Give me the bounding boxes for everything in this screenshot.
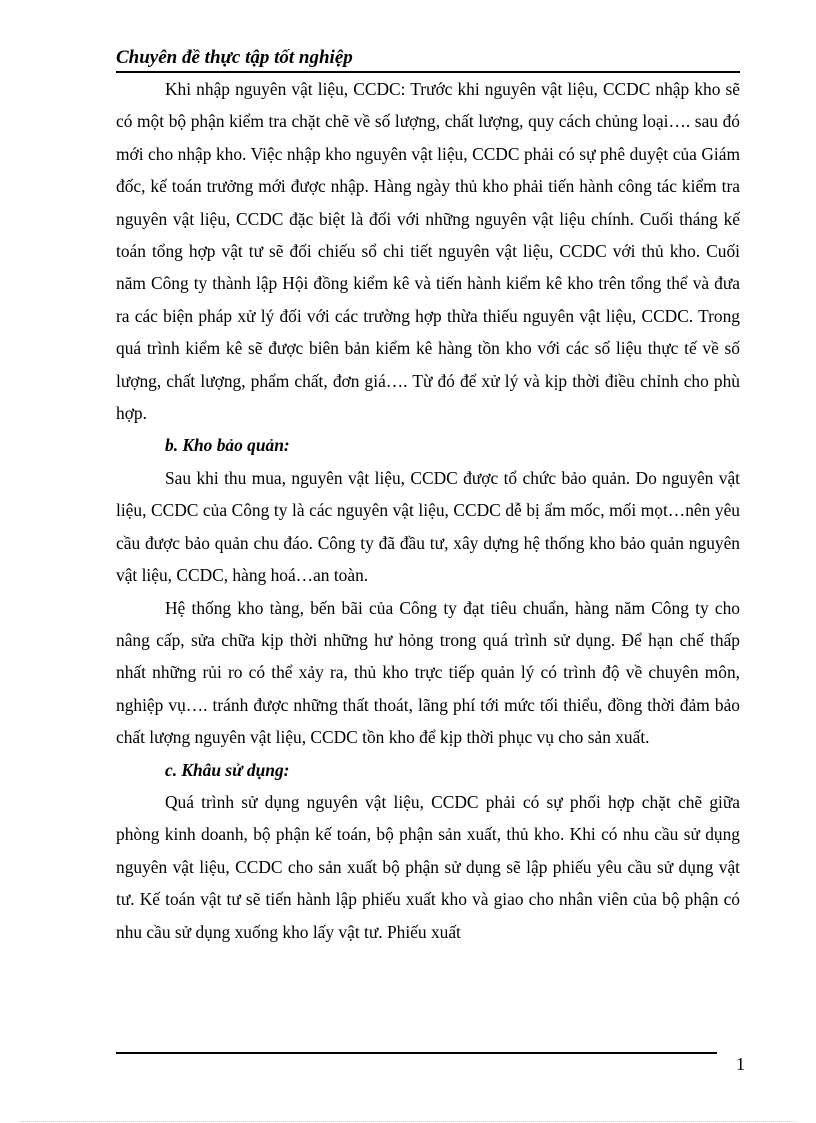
- section-heading-c: c. Khâu sử dụng:: [165, 759, 290, 780]
- page-number: 1: [736, 1054, 745, 1074]
- paragraph: Quá trình sử dụng nguyên vật liệu, CCDC phải có sự phối hợp chặt chẽ giữa phòng kinh doanh, bộ phận kế toán, bộ phận sản xuất, thủ kho. Khi có nhu cầu sử dụng nguyên vật liệu, CCDC cho sản xuất bộ phận sử dụng sẽ lập phiếu yêu cầu sử dụng vật tư. Kế toán vật tư sẽ tiến hành lập phiếu xuất kho và giao cho nhân viên của bộ phận có nhu cầu sử dụng xuống kho lấy vật tư. Phiếu xuất: [116, 791, 740, 942]
- paragraph: Hệ thống kho tàng, bến bãi của Công ty đạt tiêu chuẩn, hàng năm Công ty cho nâng cấp, sửa chữa kịp thời những hư hỏng trong quá trình sử dụng. Để hạn chế thấp nhất những rủi ro có thể xảy ra, thủ kho trực tiếp quản lý có trình độ về chuyên môn, nghiệp vụ…. tránh được những thất thoát, lãng phí tới mức tối thiểu, đồng thời đảm bảo chất lượng nguyên vật liệu, CCDC tồn kho để kịp thời phục vụ cho sản xuất.: [116, 597, 740, 748]
- document-body: [116, 73, 740, 948]
- paragraph: Khi nhập nguyên vật liệu, CCDC: Trước khi nguyên vật liệu, CCDC nhập kho sẽ có một bộ phận kiểm tra chặt chẽ về số lượng, chất lượng, quy cách chủng loại…. sau đó mới cho nhập kho. Việc nhập kho nguyên vật liệu, CCDC phải có sự phê duyệt của Giám đốc, kế toán trưởng mới được nhập. Hàng ngày thủ kho phải tiến hành công tác kiểm tra nguyên vật liệu, CCDC đặc biệt là đối với những nguyên vật liệu chính. Cuối tháng kế toán tổng hợp vật tư sẽ đối chiếu sổ chi tiết nguyên vật liệu, CCDC với thủ kho. Cuối năm Công ty thành lập Hội đồng kiểm kê và tiến hành kiểm kê kho trên tổng thể và đưa ra các biện pháp xử lý đối với các trường hợp thừa thiếu nguyên vật liệu, CCDC. Trong quá trình kiểm kê sẽ được biên bản kiểm kê hàng tồn kho với các số liệu thực tế về số lượng, chất lượng, phẩm chất, đơn giá…. Từ đó để xử lý và kịp thời điều chỉnh cho phù hợp.: [116, 79, 740, 424]
- paragraph: Sau khi thu mua, nguyên vật liệu, CCDC được tổ chức bảo quản. Do nguyên vật liệu, CCDC của Công ty là các nguyên vật liệu, CCDC dễ bị ẩm mốc, mối mọt…nên yêu cầu được bảo quản chu đáo. Công ty đã đầu tư, xây dựng hệ thống kho bảo quản nguyên vật liệu, CCDC, hàng hoá…an toàn.: [116, 467, 740, 586]
- section-heading-b: b. Kho bảo quản:: [165, 435, 290, 456]
- page-header-title: Chuyên đề thực tập tốt nghiệp: [116, 46, 740, 73]
- footer-divider: [116, 1052, 717, 1054]
- page-boundary-divider: [20, 1121, 796, 1122]
